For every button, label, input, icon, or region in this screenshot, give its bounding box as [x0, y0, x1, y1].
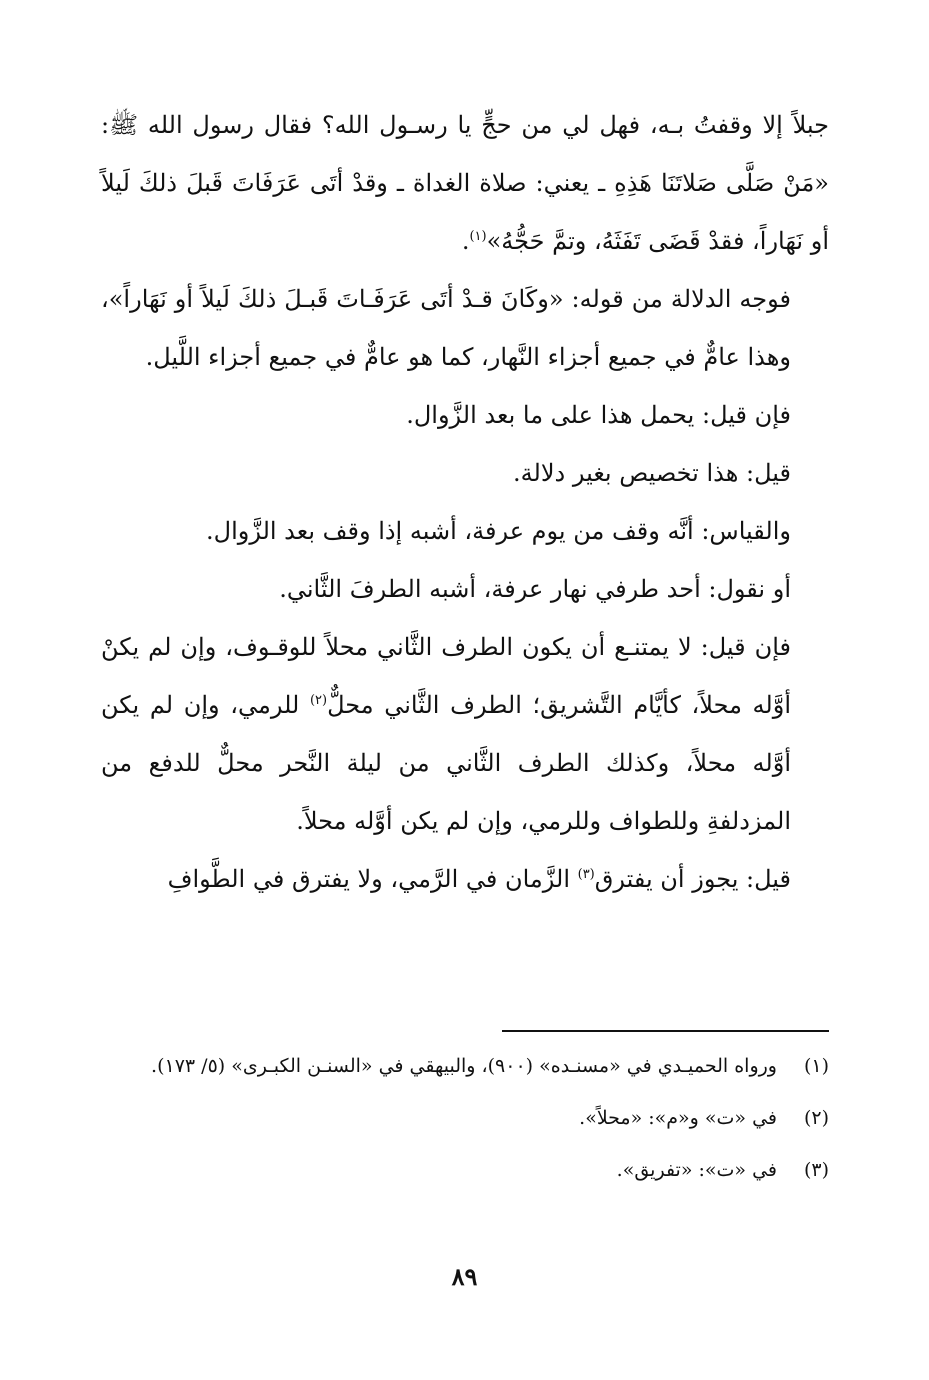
footnotes — [101, 1046, 829, 1202]
footnote — [101, 1098, 829, 1138]
paragraph — [101, 850, 829, 908]
paragraph — [101, 618, 829, 850]
paragraph — [101, 96, 829, 270]
footnote-separator — [502, 1030, 829, 1032]
paragraph — [101, 444, 829, 502]
paragraph-text: أو نقول: أحد طرفي نهار عرفة، أشبه الطرفَ الثَّاني. — [279, 575, 791, 603]
paragraph — [101, 502, 829, 560]
paragraph — [101, 560, 829, 618]
page-number: ٨٩ — [451, 1262, 478, 1291]
paragraph-text: فإن قيل: يحمل هذا على ما بعد الزَّوال. — [406, 401, 791, 429]
footnote-marker: (١) — [469, 229, 487, 244]
paragraph-text: فوجه الدلالة من قوله: «وكَانَ قـدْ أتَى عَرَفَـاتَ قَبـلَ ذلكَ لَيلاً أو نَهَاراً»، وهذا عامٌّ في جميع أجزاء النَّهار، كما هو عامٌّ في جميع أجزاء اللَّيل. — [101, 285, 791, 371]
paragraph-text: والقياس: أنَّه وقف من يوم عرفة، أشبه إذا وقف بعد الزَّوال. — [206, 517, 791, 545]
paragraph-text: الزَّمان في الرَّمي، ولا يفترق في الطَّوافِ — [167, 865, 578, 893]
paragraph-text: . — [461, 227, 470, 255]
footnote-text: في «ت» و«م»: «محلاً». — [579, 1107, 777, 1129]
footnote-text: في «ت»: «تفريق». — [616, 1159, 777, 1181]
main-text — [101, 96, 829, 908]
paragraph-text: للرمي، وإن لم يكن أوَّله محلاً، وكذلك الطرف الثَّاني من ليلة النَّحر محلٌّ للدفع من المزدلفةِ وللطواف وللرمي، وإن لم يكن أوَّله محلاً. — [101, 691, 791, 835]
footnote-text: ورواه الحميـدي في «مسنـده» (٩٠٠)، والبيهقي في «السنـن الكبـرى» (٥/ ١٧٣). — [151, 1055, 777, 1077]
footnote-marker: (٣) — [577, 867, 595, 882]
paragraph-text: فإن قيل: لا يمتنـع أن يكون الطرف الثَّاني محلاً للوقـوف، وإن لم يكنْ أوَّله محلاً، كأيَّام التَّشريق؛ الطرف الثَّاني محلٌّ — [101, 633, 791, 719]
footnote — [101, 1150, 829, 1190]
footnote-number: (٣) — [803, 1159, 829, 1181]
footnote-number: (١) — [803, 1055, 829, 1077]
footnote-marker: (٢) — [309, 693, 328, 708]
paragraph-text: قيل: هذا تخصيص بغير دلالة. — [513, 459, 791, 487]
paragraph-text: جبلاً إلا وقفتُ بـه، فهل لي من حجٍّ يا رسـول الله؟ فقال رسول الله ﷺ: «مَنْ صَلَّى صَلاتَنَا هَذِهِ ـ يعني: صلاة الغداة ـ وقدْ أتَى عَرَفَاتَ قَبلَ ذلكَ لَيلاً أو نَهَاراً، فقدْ قَضَى تَفَثَهُ، وتمَّ حَجُّهُ» — [101, 111, 829, 255]
footnote-number: (٢) — [803, 1107, 829, 1129]
paragraph — [101, 386, 829, 444]
paragraph — [101, 270, 829, 386]
paragraph-text: قيل: يجوز أن يفترق — [594, 865, 791, 893]
footnote — [101, 1046, 829, 1086]
